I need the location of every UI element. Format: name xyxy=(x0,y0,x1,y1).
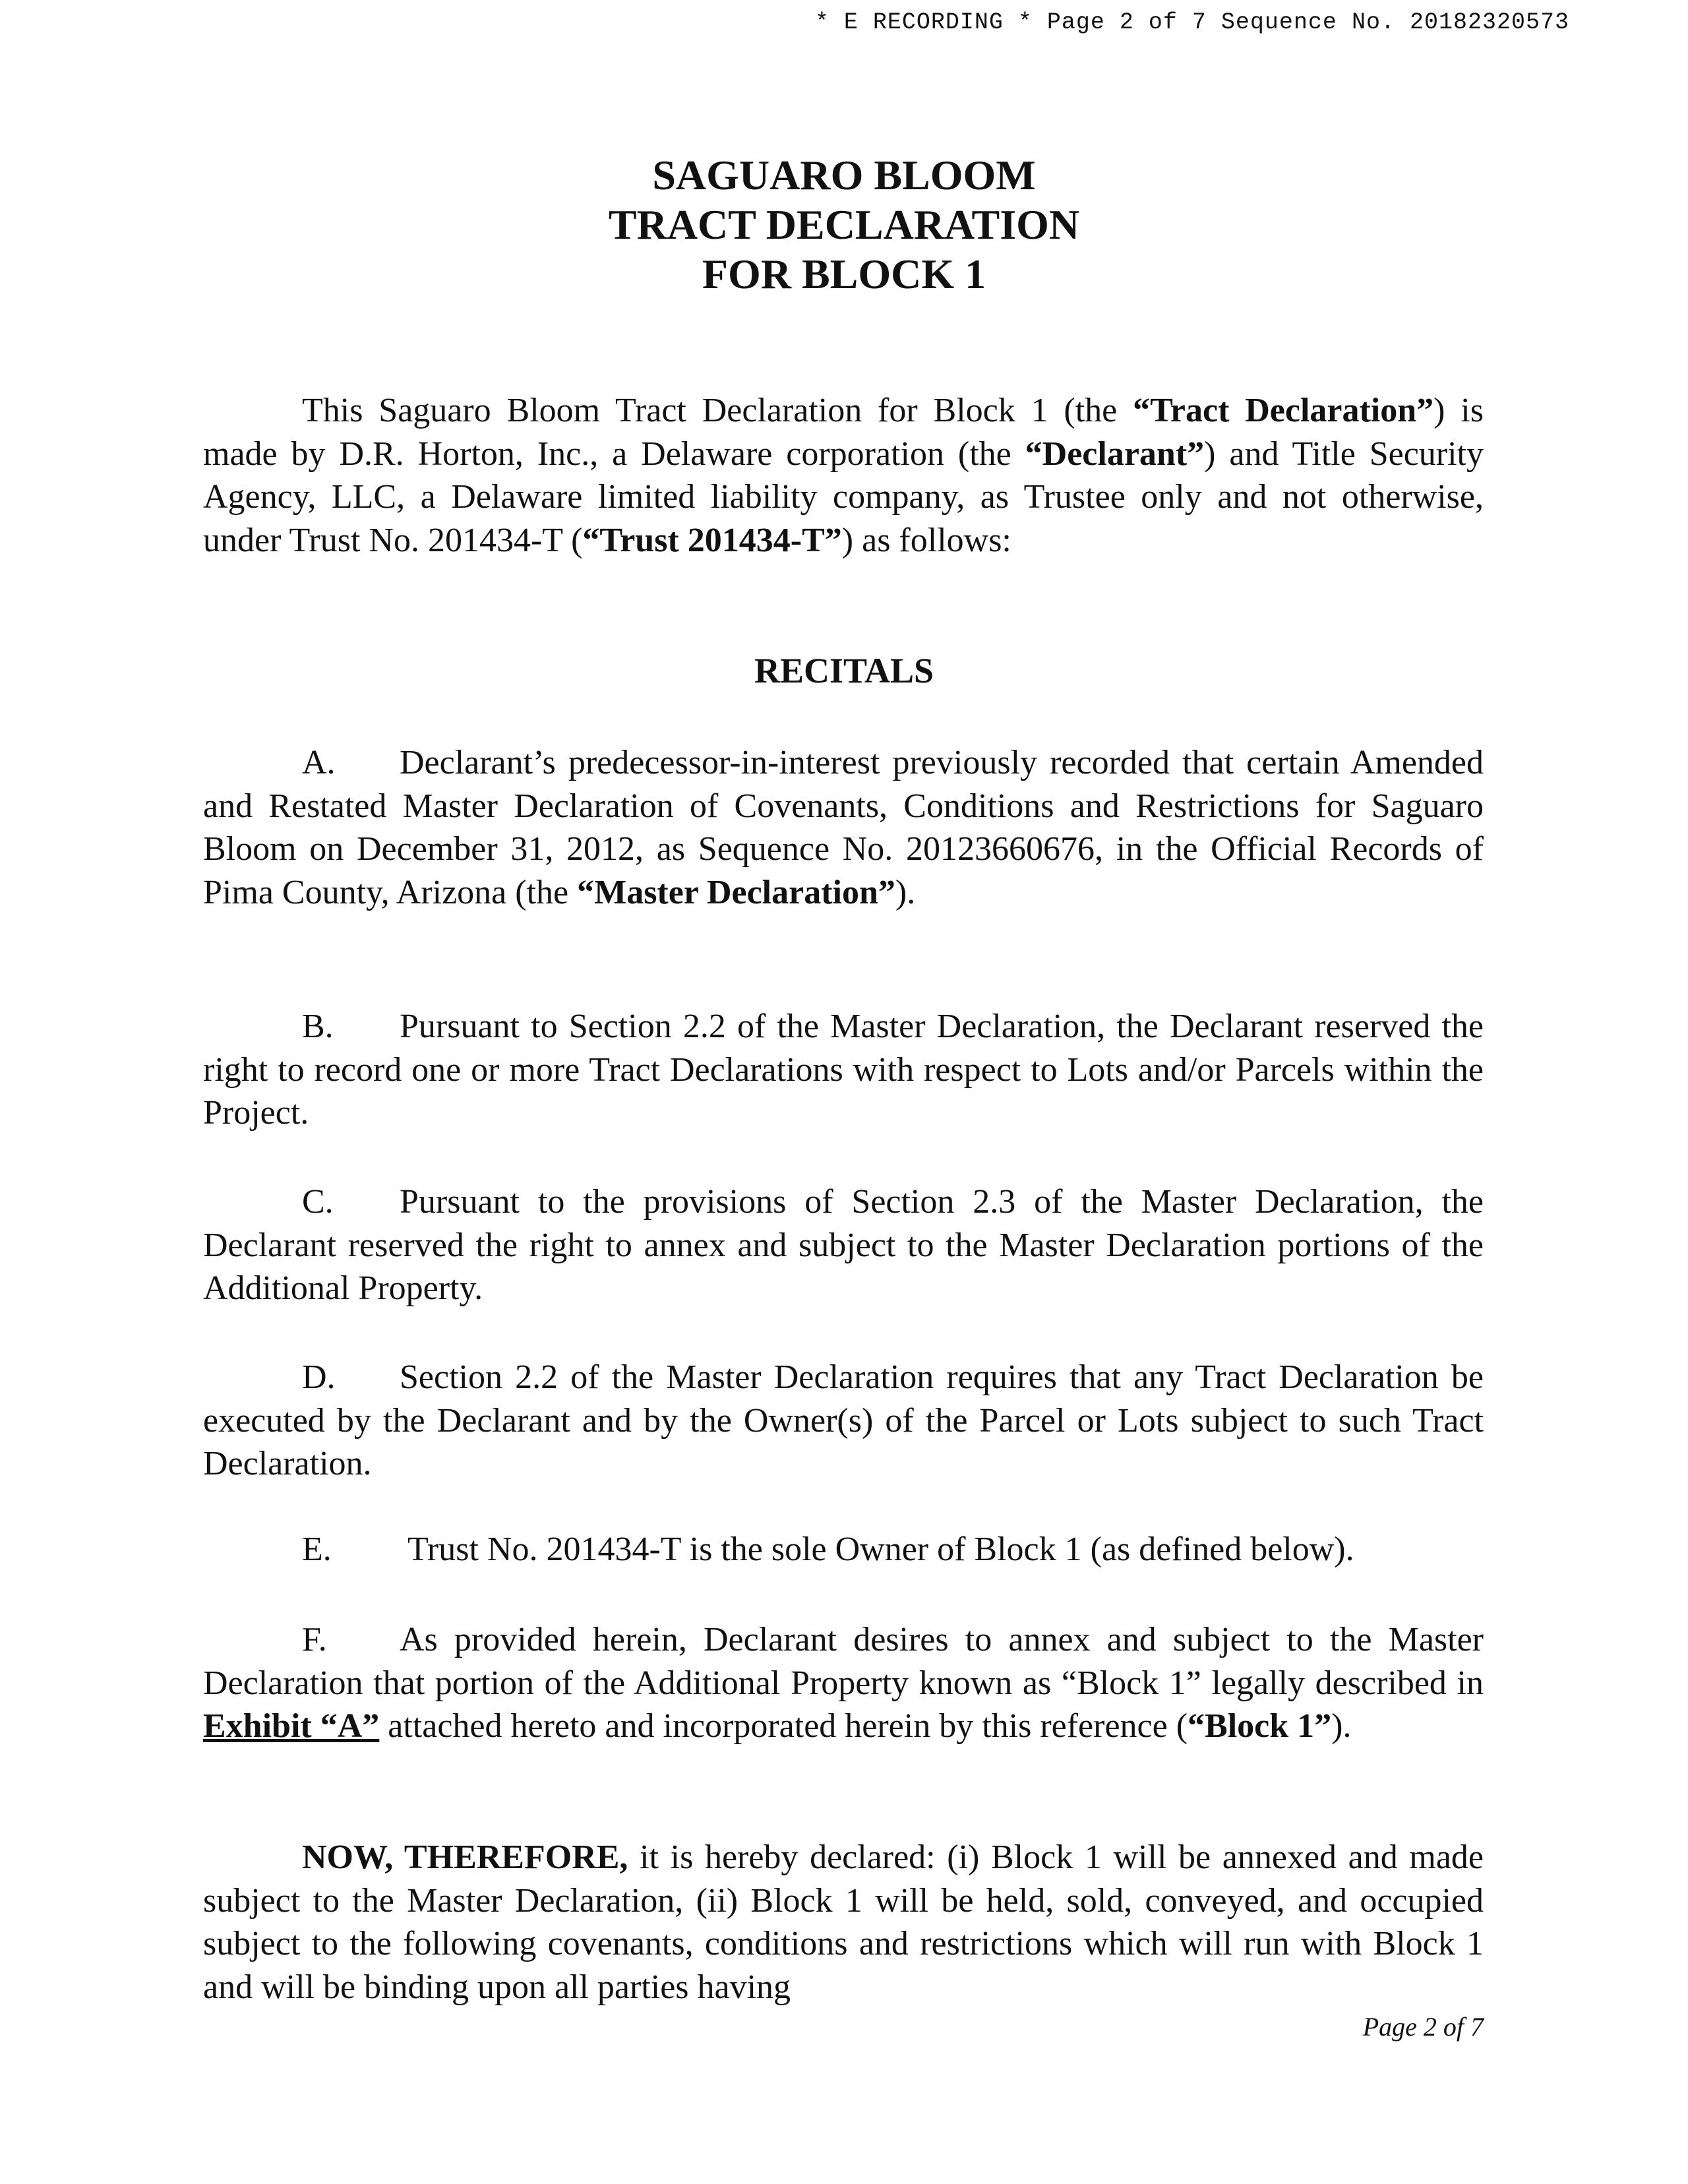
title-line-3: FOR BLOCK 1 xyxy=(702,251,986,297)
recital-f-text-end: ). xyxy=(1331,1707,1352,1745)
recital-d-letter: D. xyxy=(302,1358,336,1396)
intro-text-3: ) and Title Security Agency, LLC, a Delaware limited liability company, as Trustee only and not otherwise, under Trust No. 201434-T ( xyxy=(203,435,1484,559)
recital-f-letter: F. xyxy=(302,1621,327,1658)
intro-text-4: ) as follows: xyxy=(841,521,1011,559)
recital-f-text: As provided herein, Declarant desires to annex and subject to the Master Declaration that portion of the Additional Property known as “Block 1” legally described in xyxy=(203,1621,1484,1702)
intro-text-2: ) is made by D.R. Horton, Inc., a Delaware corporation (the xyxy=(203,392,1484,473)
recording-header: * E RECORDING * Page 2 of 7 Sequence No. 20182320573 xyxy=(814,9,1569,36)
recital-b xyxy=(203,1005,1484,1135)
recitals-heading: RECITALS xyxy=(754,651,934,690)
recital-f xyxy=(203,1618,1484,1748)
recital-a-letter: A. xyxy=(302,744,336,781)
recital-a-bold-master-declaration: “Master Declaration” xyxy=(577,873,895,911)
now-therefore-bold: NOW, THEREFORE, xyxy=(302,1838,628,1876)
recital-e xyxy=(302,1530,1354,1569)
document-title xyxy=(0,150,1688,299)
now-therefore-text: it is hereby declared: (i) Block 1 will be annexed and made subject to the Master Declaration, (ii) Block 1 will be held, sold, conveyed, and occupied subject to the following covenants, conditions and restrictions which will run with Block 1 and will be binding upon all parties having xyxy=(203,1838,1484,2006)
intro-text-1: This Saguaro Bloom Tract Declaration for Block 1 (the xyxy=(302,392,1133,429)
recital-f-bold-block-1: “Block 1” xyxy=(1188,1707,1332,1745)
recital-a-text: Declarant’s predecessor-in-interest previously recorded that certain Amended and Restated Master Declaration of Covenants, Conditions and Restrictions for Saguaro Bloom on December 31, 2012, as Sequence No. 20123660676, in the Official Records of Pima County, Arizona (the xyxy=(203,744,1484,911)
intro-bold-declarant: “Declarant” xyxy=(1025,435,1205,473)
intro-bold-tract-declaration: “Tract Declaration” xyxy=(1133,392,1434,429)
recital-b-letter: B. xyxy=(302,1008,334,1045)
recital-c xyxy=(203,1180,1484,1310)
recital-a-text-end: ). xyxy=(895,873,916,911)
now-therefore-paragraph xyxy=(203,1836,1484,2009)
intro-bold-trust: “Trust 201434-T” xyxy=(582,521,842,559)
recital-e-letter: E. xyxy=(302,1531,332,1568)
recital-e-text: Trust No. 201434-T is the sole Owner of Block 1 (as defined below). xyxy=(407,1531,1354,1568)
title-line-1: SAGUARO BLOOM xyxy=(652,152,1036,198)
recital-f-exhibit-link: Exhibit “A” xyxy=(203,1707,380,1745)
intro-paragraph xyxy=(203,389,1484,562)
recital-f-text-2: attached hereto and incorporated herein by this reference ( xyxy=(379,1707,1188,1745)
recital-d-text: Section 2.2 of the Master Declaration requires that any Tract Declaration be executed by the Declarant and by the Owner(s) of the Parcel or Lots subject to such Tract Declaration. xyxy=(203,1358,1484,1482)
title-line-2: TRACT DECLARATION xyxy=(608,201,1080,248)
recital-b-text: Pursuant to Section 2.2 of the Master Declaration, the Declarant reserved the right to record one or more Tract Declarations with respect to Lots and/or Parcels within the Project. xyxy=(203,1008,1484,1132)
recital-d xyxy=(203,1356,1484,1486)
page-footer: Page 2 of 7 xyxy=(1362,2012,1484,2042)
recital-c-text: Pursuant to the provisions of Section 2.3 of the Master Declaration, the Declarant reserved the right to annex and subject to the Master Declaration portions of the Additional Property. xyxy=(203,1183,1484,1307)
recital-a xyxy=(203,741,1484,914)
recital-c-letter: C. xyxy=(302,1183,334,1221)
